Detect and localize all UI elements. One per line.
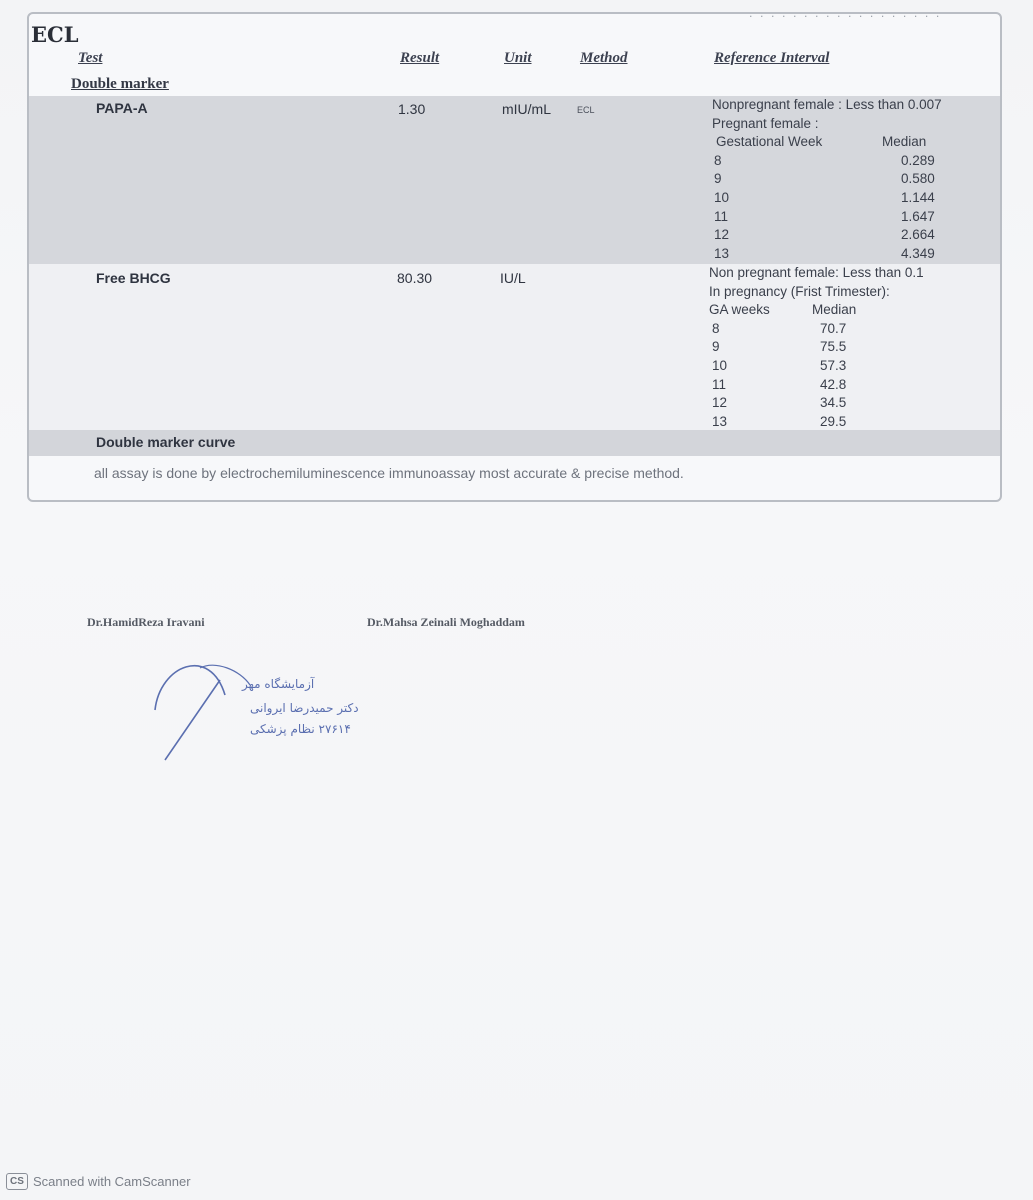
reference-table-row xyxy=(712,208,992,227)
test-name-papa-a: PAPA-A xyxy=(96,100,148,116)
section-title: ECL xyxy=(31,22,79,47)
reference-table-row xyxy=(712,226,992,245)
curve-label: Double marker curve xyxy=(96,434,236,450)
doctor-name-2: Dr.Mahsa Zeinali Moghaddam xyxy=(367,615,525,629)
ref-median: 1.144 xyxy=(901,189,935,205)
signature-stamp xyxy=(100,640,359,765)
ref-median: 1.647 xyxy=(901,208,935,224)
reference-free-bhcg xyxy=(709,264,994,431)
reference-line: Pregnant female : xyxy=(712,115,819,131)
reference-table-row xyxy=(712,189,992,208)
reference-line: Nonpregnant female : Less than 0.007 xyxy=(712,97,942,112)
report-panel xyxy=(27,12,1002,502)
stamp-line: آزمایشگاه مهر xyxy=(242,677,315,691)
result-papa-a: 1.30 xyxy=(398,101,426,117)
column-header-test: Test xyxy=(78,50,103,66)
ref-week: 12 xyxy=(712,395,728,411)
reference-table-header xyxy=(712,133,992,152)
ref-median: 0.289 xyxy=(901,152,935,168)
ref-median: 2.664 xyxy=(901,227,935,243)
cut-off-header-text: · · · · · · · · · · · · · · · · · · xyxy=(749,10,942,23)
ref-week: 9 xyxy=(714,171,722,187)
unit-papa-a: mIU/mL xyxy=(502,101,551,117)
group-title: Double marker xyxy=(71,76,169,92)
ref-median: 29.5 xyxy=(820,413,847,429)
reference-table-row xyxy=(709,357,994,376)
footnote: all assay is done by electrochemiluminescence immunoassay most accurate & precise method. xyxy=(94,465,684,481)
signature-stroke xyxy=(165,680,220,760)
ref-week: 8 xyxy=(714,152,722,168)
ref-week: 8 xyxy=(712,320,720,336)
ref-week: 9 xyxy=(712,339,720,355)
reference-table-row xyxy=(712,152,992,171)
ref-week: 12 xyxy=(714,227,730,243)
ref-median: 4.349 xyxy=(901,245,935,261)
ref-week: 13 xyxy=(712,413,728,429)
camscanner-icon: CS xyxy=(6,1173,28,1190)
ref-header-median: Median xyxy=(882,134,927,150)
ref-week: 10 xyxy=(712,357,728,373)
result-free-bhcg: 80.30 xyxy=(397,270,433,286)
reference-table-row xyxy=(709,394,994,413)
reference-table-row xyxy=(709,376,994,395)
reference-table-row xyxy=(709,320,994,339)
reference-table-row xyxy=(712,170,992,189)
stamp-line: ۲۷۶۱۴ نظام پزشکی xyxy=(250,722,351,736)
ref-median: 75.5 xyxy=(820,339,847,355)
camscanner-text: Scanned with CamScanner xyxy=(33,1174,191,1189)
ref-median: 0.580 xyxy=(901,171,935,187)
unit-free-bhcg: IU/L xyxy=(500,270,526,286)
stamp-line: دکتر حمیدرضا ایروانی xyxy=(250,701,359,715)
ref-median: 34.5 xyxy=(820,395,847,411)
reference-table-header xyxy=(709,301,994,320)
column-header-result: Result xyxy=(400,50,440,66)
column-header-reference: Reference Interval xyxy=(714,50,830,66)
reference-line: Non pregnant female: Less than 0.1 xyxy=(709,265,924,280)
ref-week: 11 xyxy=(714,208,729,224)
camscanner-watermark xyxy=(6,1173,191,1190)
reference-table-row xyxy=(709,413,994,432)
reference-table-row xyxy=(709,338,994,357)
column-header-unit: Unit xyxy=(504,50,532,66)
ref-week: 11 xyxy=(712,376,727,392)
ref-median: 42.8 xyxy=(820,376,847,392)
ref-header-median: Median xyxy=(812,302,857,318)
ref-median: 70.7 xyxy=(820,320,847,336)
ref-week: 10 xyxy=(714,189,730,205)
ref-header-week: GA weeks xyxy=(709,302,770,318)
ref-header-week: Gestational Week xyxy=(716,134,823,150)
ref-median: 57.3 xyxy=(820,357,847,373)
test-name-free-bhcg: Free BHCG xyxy=(96,270,171,286)
ref-week: 13 xyxy=(714,245,730,261)
reference-table-row xyxy=(712,245,992,264)
reference-papa-a xyxy=(712,96,992,263)
doctor-name-1: Dr.HamidReza Iravani xyxy=(87,615,205,629)
reference-line: In pregnancy (Frist Trimester): xyxy=(709,283,890,299)
column-header-method: Method xyxy=(580,50,628,66)
method-papa-a: ECL xyxy=(577,105,595,115)
